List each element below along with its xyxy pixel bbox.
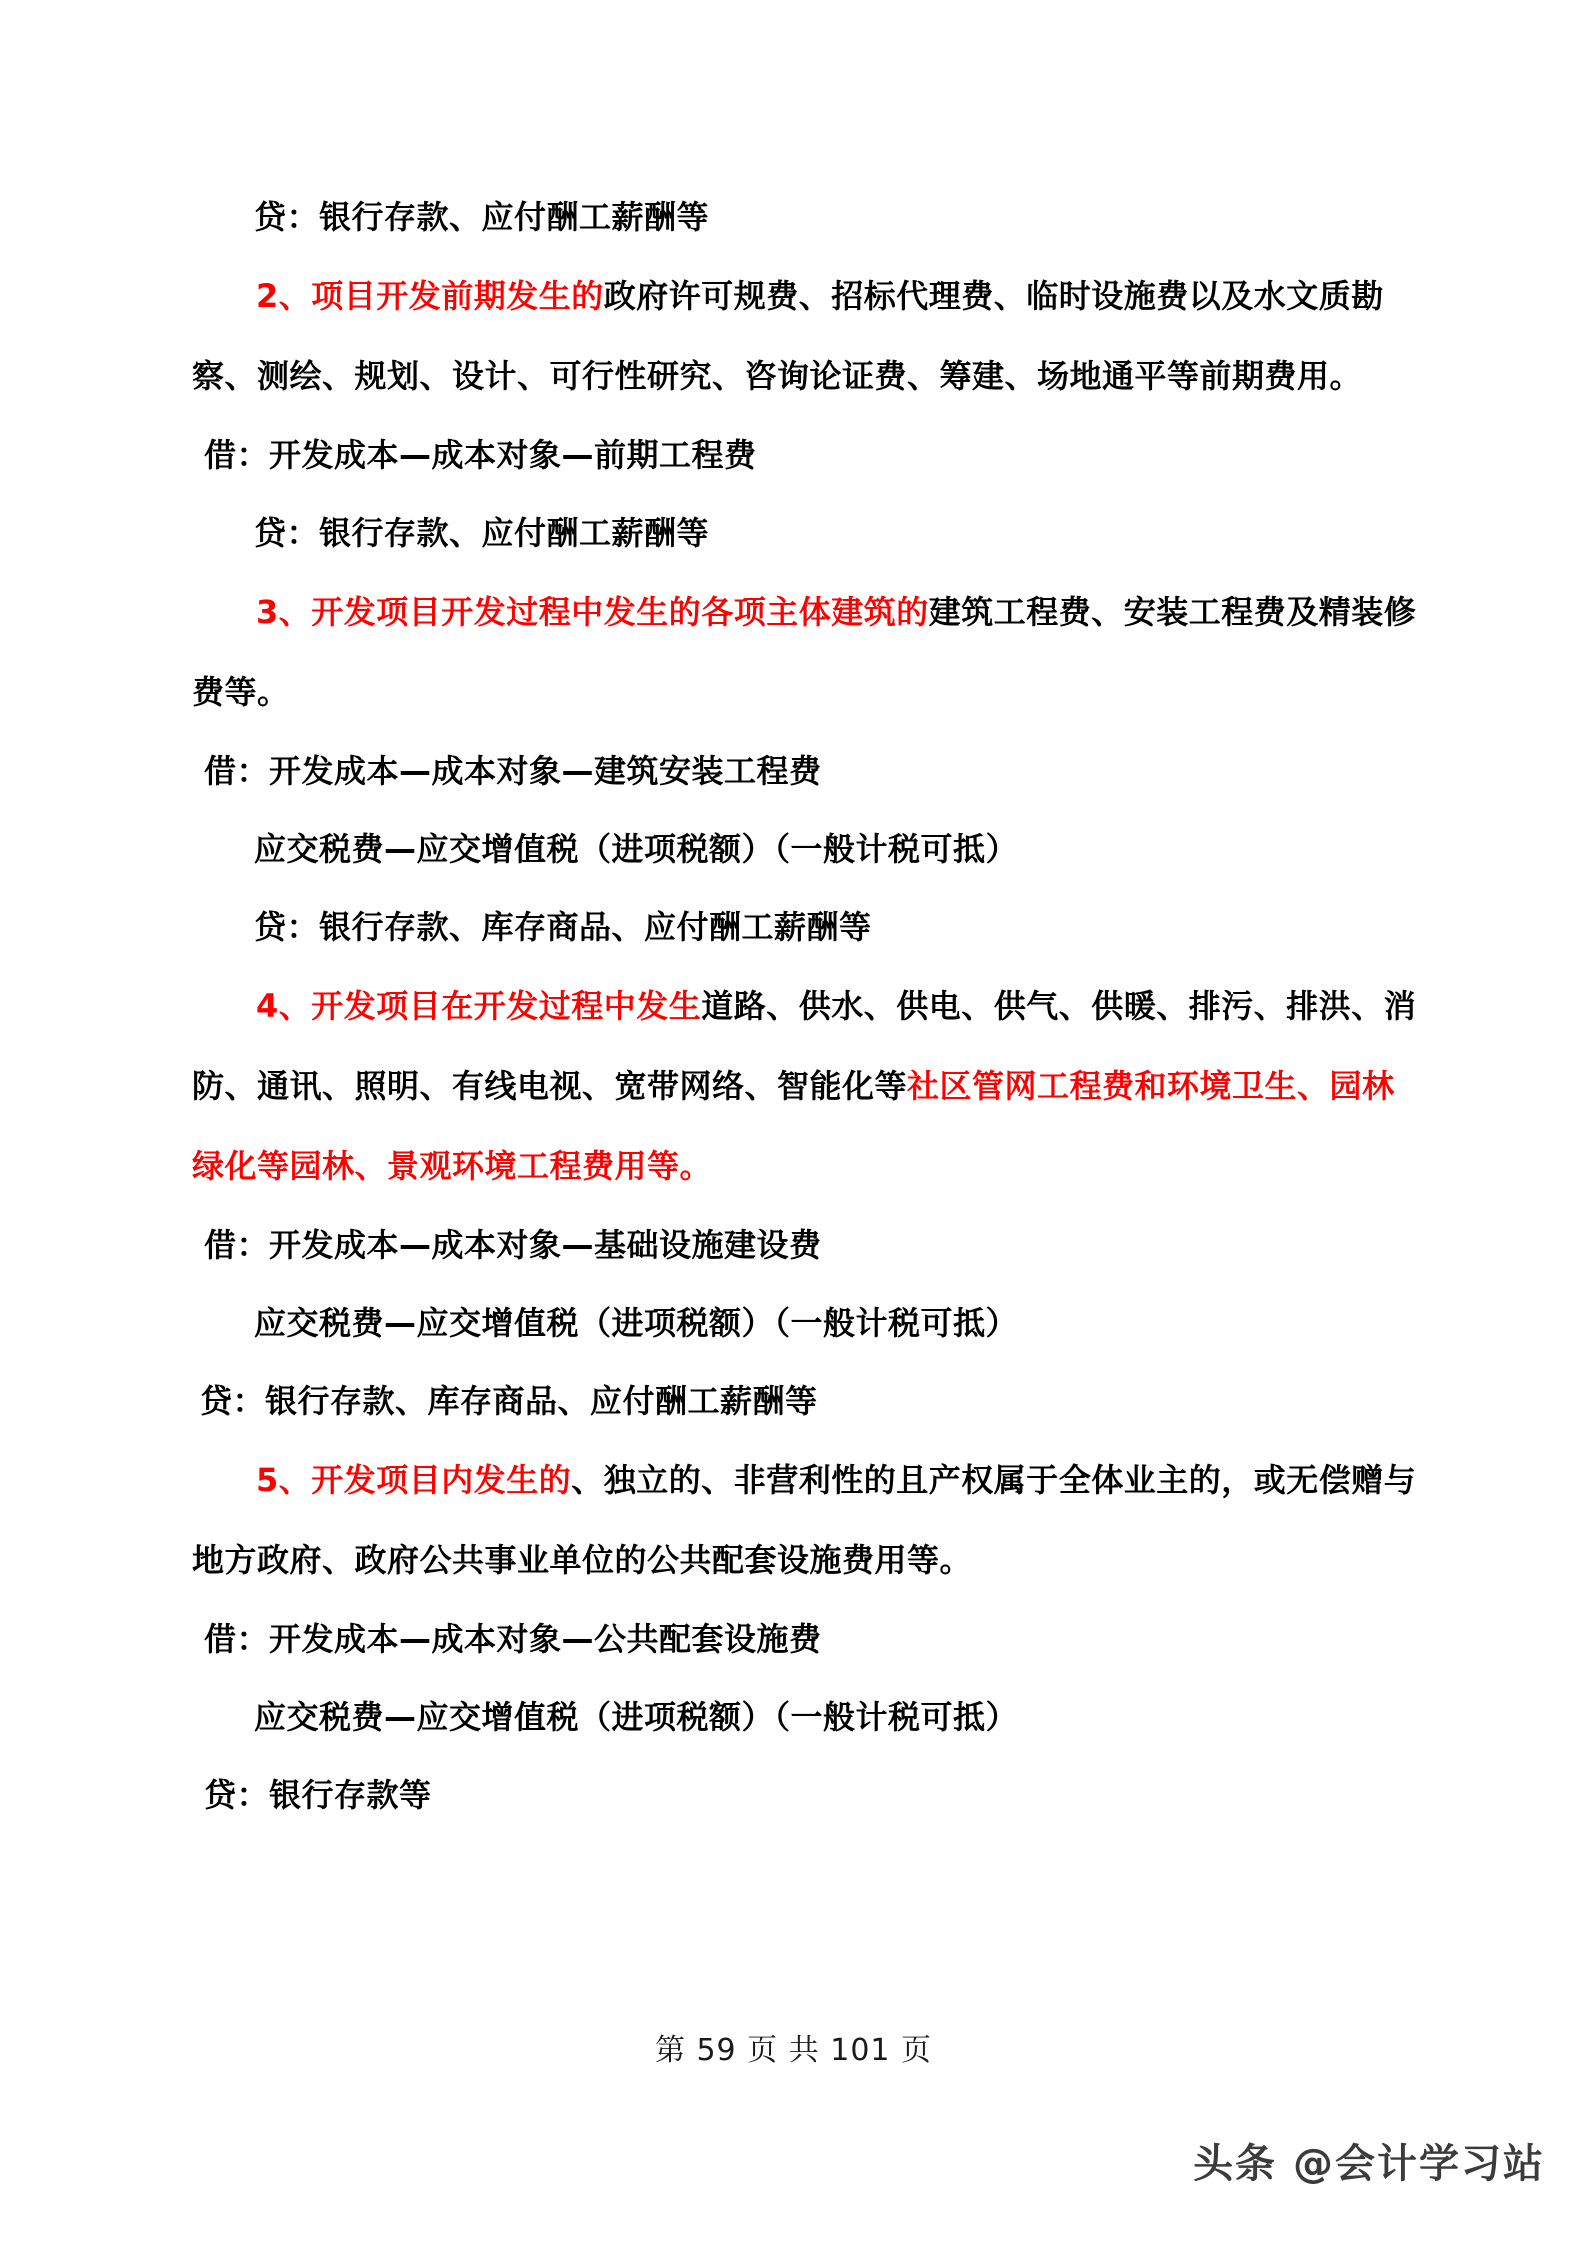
- document-body: [192, 178, 1422, 1834]
- journal-entry-line: [192, 416, 1422, 494]
- highlighted-text-run: 2、项目开发前期发生的: [256, 277, 604, 315]
- highlighted-text-run: 5、开发项目内发生的: [256, 1461, 572, 1499]
- entry-text: 贷：银行存款、应付酬工薪酬等: [254, 198, 710, 236]
- entry-text: 贷：银行存款、应付酬工薪酬等: [254, 514, 710, 552]
- journal-entry-line: [192, 810, 1422, 888]
- journal-entry-line: [192, 178, 1422, 256]
- numbered-paragraph: [192, 966, 1422, 1206]
- page-footer: [0, 2025, 1587, 2069]
- numbered-paragraph: [192, 256, 1422, 416]
- journal-entry-line: [192, 1362, 1422, 1440]
- watermark-label: 头条 @会计学习站: [1193, 2141, 1545, 2187]
- entry-text: 贷：银行存款、库存商品、应付酬工薪酬等: [254, 908, 872, 946]
- entry-text: 应交税费—应交增值税（进项税额）（一般计税可抵）: [254, 1304, 1019, 1342]
- entry-text: 借：开发成本—成本对象—前期工程费: [204, 436, 757, 474]
- entry-text: 贷：银行存款等: [204, 1776, 432, 1814]
- highlighted-text-run: 社区管网工程费和环境卫生、园林绿化等园林、景观环境工程费用等。: [192, 1067, 1395, 1185]
- entry-text: 应交税费—应交增值税（进项税额）（一般计税可抵）: [254, 1698, 1019, 1736]
- journal-entry-line: [192, 888, 1422, 966]
- body-text-run: 政府许可规费、招标代理费、临时设施费以及水文质勘察、测绘、规划、设计、可行性研究、咨询论证费、筹建、场地通平等前期费用。: [192, 277, 1384, 395]
- journal-entry-line: [192, 1600, 1422, 1678]
- body-text-run: 建筑工程费、安装工程费及精装修费等。: [192, 593, 1417, 711]
- entry-text: 贷：银行存款、库存商品、应付酬工薪酬等: [200, 1382, 818, 1420]
- journal-entry-line: [192, 1206, 1422, 1284]
- journal-entry-line: [192, 1756, 1422, 1834]
- entry-text: 借：开发成本—成本对象—公共配套设施费: [204, 1620, 822, 1658]
- body-text-run: 道路、供水、供电、供气、供暖、排污、排洪、消防、通讯、照明、有线电视、宽带网络、智能化等: [192, 987, 1417, 1105]
- numbered-paragraph: [192, 572, 1422, 732]
- numbered-paragraph: [192, 1440, 1422, 1600]
- page-number-label: 第 59 页 共 101 页: [654, 2033, 933, 2068]
- body-text-run: 、独立的、非营利性的且产权属于全体业主的，或无偿赠与地方政府、政府公共事业单位的公共配套设施费用等。: [192, 1461, 1417, 1579]
- highlighted-text-run: 4、开发项目在开发过程中发生: [256, 987, 702, 1025]
- journal-entry-line: [192, 732, 1422, 810]
- journal-entry-line: [192, 494, 1422, 572]
- entry-text: 借：开发成本—成本对象—建筑安装工程费: [204, 752, 822, 790]
- journal-entry-line: [192, 1284, 1422, 1362]
- entry-text: 应交税费—应交增值税（进项税额）（一般计税可抵）: [254, 830, 1019, 868]
- highlighted-text-run: 3、开发项目开发过程中发生的各项主体建筑的: [256, 593, 929, 631]
- entry-text: 借：开发成本—成本对象—基础设施建设费: [204, 1226, 822, 1264]
- journal-entry-line: [192, 1678, 1422, 1756]
